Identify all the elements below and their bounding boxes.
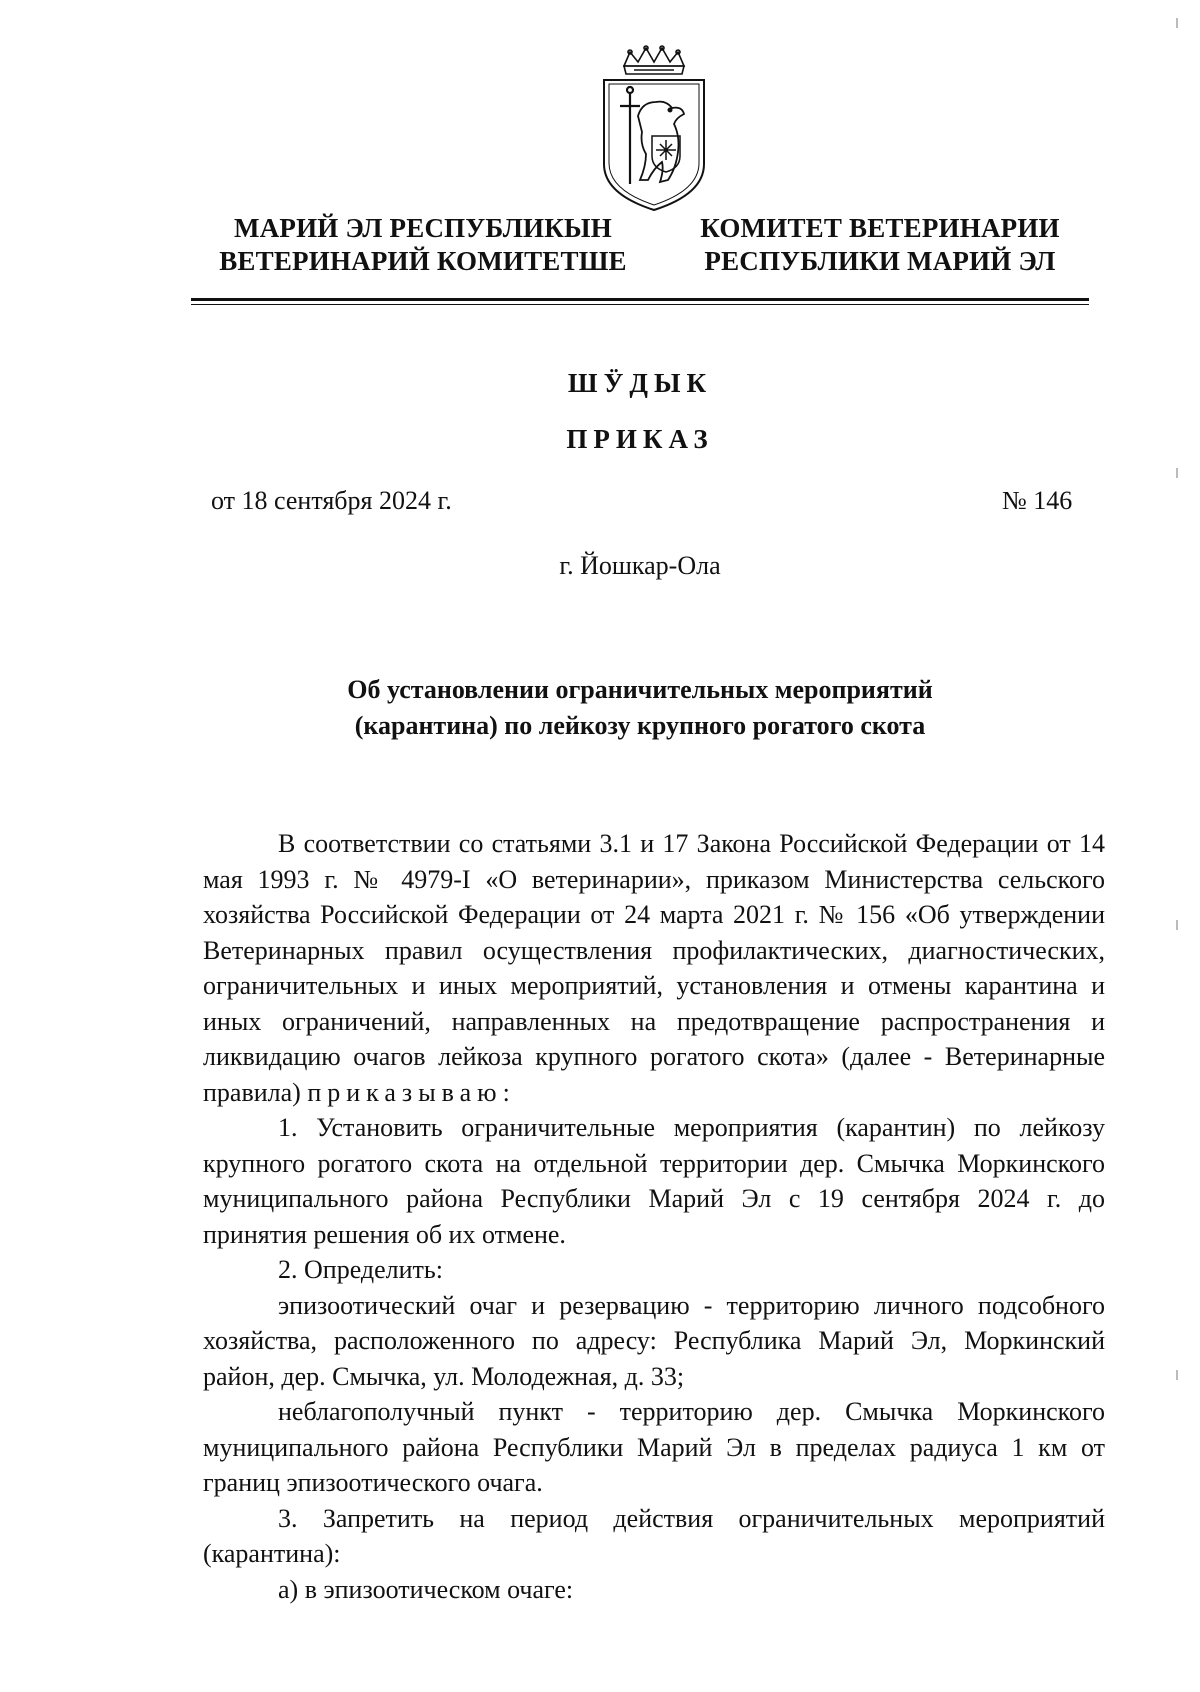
edge-mark [1176,1370,1178,1380]
edge-mark [1176,920,1178,930]
crown-icon [624,46,684,74]
document-number: № 146 [1002,486,1073,515]
document-type-russian: ПРИКАЗ [566,424,714,454]
org-name-russian [685,212,1075,278]
body-paragraph-1: 1. Установить ограничительные мероприятия (карантин) по лейкозу крупного рогатого скота на отдельной территории дер. Смычка Моркинского муниципального района Республики Марий Эл с 19 сентября 2024 г. до принятия решения об их отмене. [203,1113,1105,1249]
coat-of-arms-emblem [590,44,710,214]
header-divider-thin [191,304,1089,305]
body-paragraph-2-point: неблагополучный пункт - территорию дер. Смычка Моркинского муниципального района Республики Марий Эл в пределах радиуса 1 км от границ эпизоотического очага. [203,1397,1105,1497]
org-name-mari-line1: МАРИЙ ЭЛ РЕСПУБЛИКЫН [234,213,612,243]
body-paragraph-3a: а) в эпизоотическом очаге: [278,1574,574,1604]
ornament-shield-icon [652,136,680,172]
document-body [203,826,1105,1607]
org-name-russian-line2: РЕСПУБЛИКИ МАРИЙ ЭЛ [704,246,1056,276]
preamble-text: В соответствии со статьями 3.1 и 17 Закона Российской Федерации от 14 мая 1993 г. № 4979-I «О ветеринарии», приказом Министерства сельского хозяйства Российской Федерации от 24 марта 2021 г. № 156 «Об утверждении Ветеринарных правил осуществления профилактических, диагностических, ограничительных и иных мероприятий, установления и отмены карантина и иных ограничений, направленных на предотвращение распространения и ликвидацию очагов лейкоза крупного рогатого скота» (далее - Ветеринарные правила) [203,829,1105,1107]
document-type-mari: ШӰДЫК [567,368,713,398]
org-name-mari-line2: ВЕТЕРИНАРИЙ КОМИТЕТШЕ [219,246,627,276]
preamble-order-word: приказываю: [307,1077,516,1107]
sword-icon [620,87,640,184]
shield-icon [604,80,704,210]
document-subject-line1: Об установлении ограничительных мероприятий [347,675,933,704]
edge-mark [1176,468,1178,478]
org-name-russian-line1: КОМИТЕТ ВЕТЕРИНАРИИ [700,213,1060,243]
document-subject-line2: (карантина) по лейкозу крупного рогатого скота [354,711,926,740]
org-name-mari [203,212,643,278]
body-paragraph-2-focus: эпизоотический очаг и резервацию - территорию личного подсобного хозяйства, расположенного по адресу: Республика Марий Эл, Моркинский район, дер. Смычка, ул. Молодежная, д. 33; [203,1290,1105,1391]
body-paragraph-2: 2. Определить: [278,1255,443,1284]
body-paragraph-preamble [203,826,1105,1110]
body-paragraph-3: 3. Запретить на период действия ограничительных мероприятий (карантина): [203,1503,1105,1568]
header-divider-thick [191,298,1089,301]
edge-mark [1176,18,1178,28]
document-date: от 18 сентября 2024 г. [211,486,452,515]
document-city: г. Йошкар-Ола [559,551,721,580]
document-subject [200,672,1080,744]
